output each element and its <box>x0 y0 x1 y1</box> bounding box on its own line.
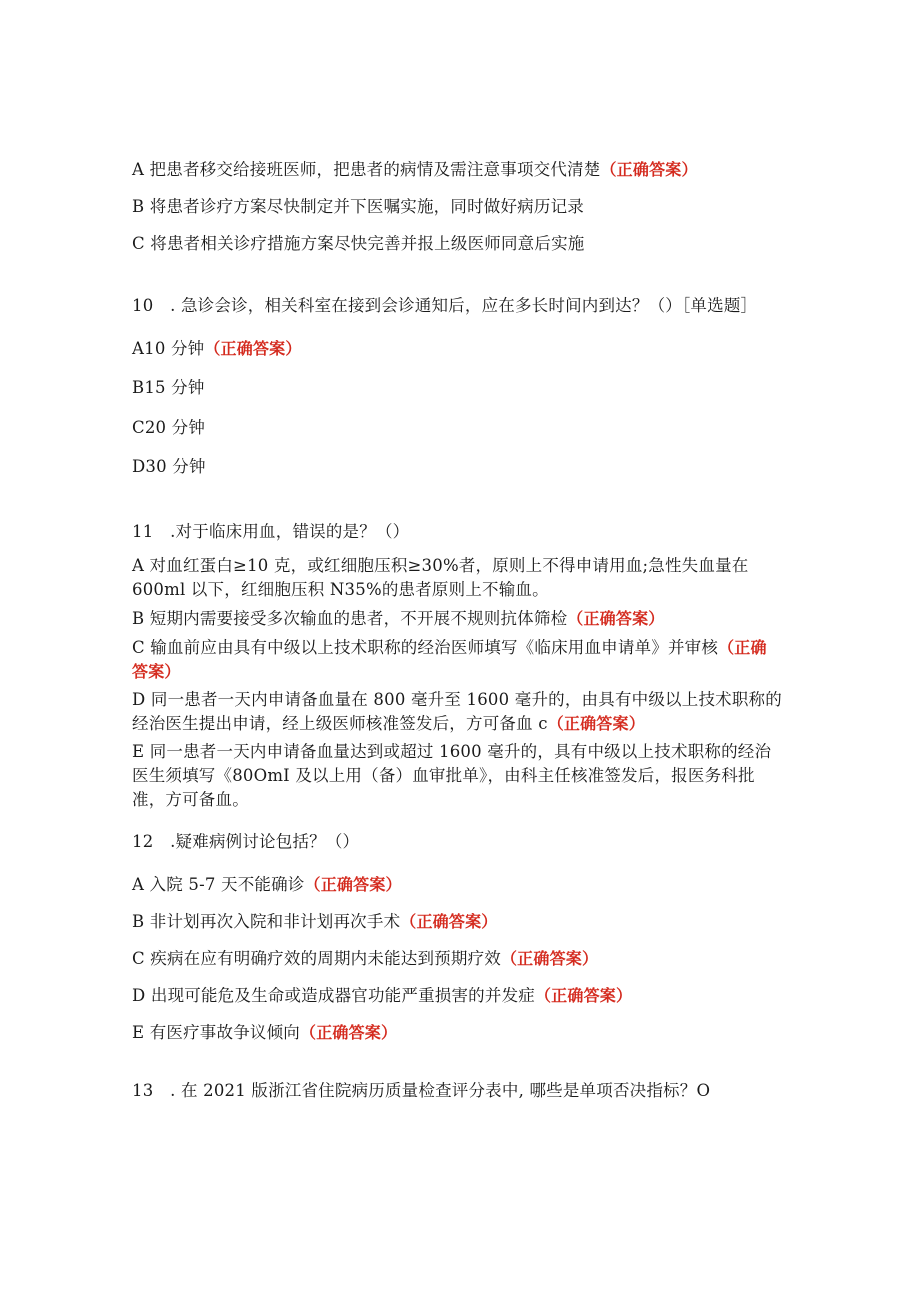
q10-option-c <box>132 417 205 439</box>
option-text: B 非计划再次入院和非计划再次手术 <box>132 912 401 931</box>
correct-answer-mark: 答案） <box>132 662 181 681</box>
q11-title: 11 .对于临床用血，错误的是？（） <box>132 522 410 541</box>
option-text: 经治医生提出申请，经上级医师核准签发后，方可备血 c <box>132 714 548 733</box>
correct-answer-mark: （正确答案） <box>600 160 698 179</box>
q10-option-b <box>132 377 205 399</box>
correct-answer-mark: （正确答案） <box>500 949 599 968</box>
correct-answer-mark: （正确答案） <box>400 912 498 931</box>
option-text: E 同一患者一天内申请备血量达到或超过 1600 毫升的，具有中级以上技术职称的经治 <box>132 742 772 761</box>
option-text: A 对血红蛋白≥10 克，或红细胞压积≥30%者，原则上不得申请用血;急性失血量在 <box>132 556 749 575</box>
option-text: C 将患者相关诊疗措施方案尽快完善并报上级医师同意后实施 <box>132 234 585 253</box>
q12-title: 12 .疑难病例讨论包括？（） <box>132 832 360 851</box>
q13-title: 13 . 在 2021 版浙江省住院病历质量检查评分表中, 哪些是单项否决指标？O <box>132 1081 711 1100</box>
option-text: B 短期内需要接受多次输血的患者，不开展不规则抗体筛检 <box>132 609 568 628</box>
option-text: E 有医疗事故争议倾向 <box>132 1023 300 1042</box>
option-text: B 将患者诊疗方案尽快制定并下医嘱实施，同时做好病历记录 <box>132 197 584 216</box>
q12-option-c <box>132 948 598 970</box>
correct-answer-mark: （正确答案） <box>304 875 402 894</box>
option-text: C20 分钟 <box>132 418 206 437</box>
correct-answer-mark: （正确答案） <box>534 986 633 1005</box>
q11-line-7 <box>132 713 645 735</box>
q9-option-c <box>132 233 584 255</box>
option-text: 600ml 以下，红细胞压积 N35%的患者原则上不输血。 <box>132 580 549 599</box>
option-text: B15 分钟 <box>132 378 205 397</box>
q11-line-4 <box>132 637 767 659</box>
option-text: C 输血前应由具有中级以上技术职称的经治医师填写《临床用血申请单》并审核 <box>132 638 719 657</box>
option-text: 准，方可备血。 <box>132 790 249 809</box>
q12-option-b <box>132 911 497 933</box>
q11-line-1 <box>132 555 748 577</box>
option-text: D 同一患者一天内申请备血量在 800 毫升至 1600 毫升的，由具有中级以上技术职称的 <box>132 690 782 709</box>
q11-line-6 <box>132 689 782 711</box>
option-text: A10 分钟 <box>132 339 205 358</box>
option-text: A 把患者移交给接班医师，把患者的病情及需注意事项交代清楚 <box>132 160 601 179</box>
q12-option-d <box>132 985 632 1007</box>
correct-answer-mark: （正确答案） <box>204 339 302 358</box>
q9-option-a <box>132 159 698 181</box>
option-text: D 出现可能危及生命或造成器官功能严重损害的并发症 <box>132 986 535 1005</box>
option-text: A 入院 5-7 天不能确诊 <box>132 875 305 894</box>
q11-line-10 <box>132 789 249 811</box>
correct-answer-mark: （正确答案） <box>547 714 645 733</box>
q12-option-a <box>132 874 402 896</box>
q12-option-e <box>132 1022 397 1044</box>
q11-line-8 <box>132 741 771 763</box>
q11-line-3 <box>132 608 664 630</box>
correct-answer-mark: （正确 <box>718 638 767 657</box>
q11-line-5 <box>132 661 181 683</box>
q9-option-b <box>132 196 584 218</box>
q10-option-a <box>132 338 302 360</box>
option-text: C 疾病在应有明确疗效的周期内未能达到预期疗效 <box>132 949 501 968</box>
q11-line-2 <box>132 579 549 601</box>
q11-line-9 <box>132 765 755 787</box>
q10-option-d <box>132 456 206 478</box>
correct-answer-mark: （正确答案） <box>567 609 665 628</box>
option-text: 医生须填写《80OmI 及以上用（备）血审批单》，由科主任核准签发后，报医务科批 <box>132 766 755 785</box>
q10-title: 10 . 急诊会诊，相关科室在接到会诊通知后，应在多长时间内到达？（）［单选题］ <box>132 296 758 315</box>
option-text: D30 分钟 <box>132 457 206 476</box>
correct-answer-mark: （正确答案） <box>300 1023 398 1042</box>
